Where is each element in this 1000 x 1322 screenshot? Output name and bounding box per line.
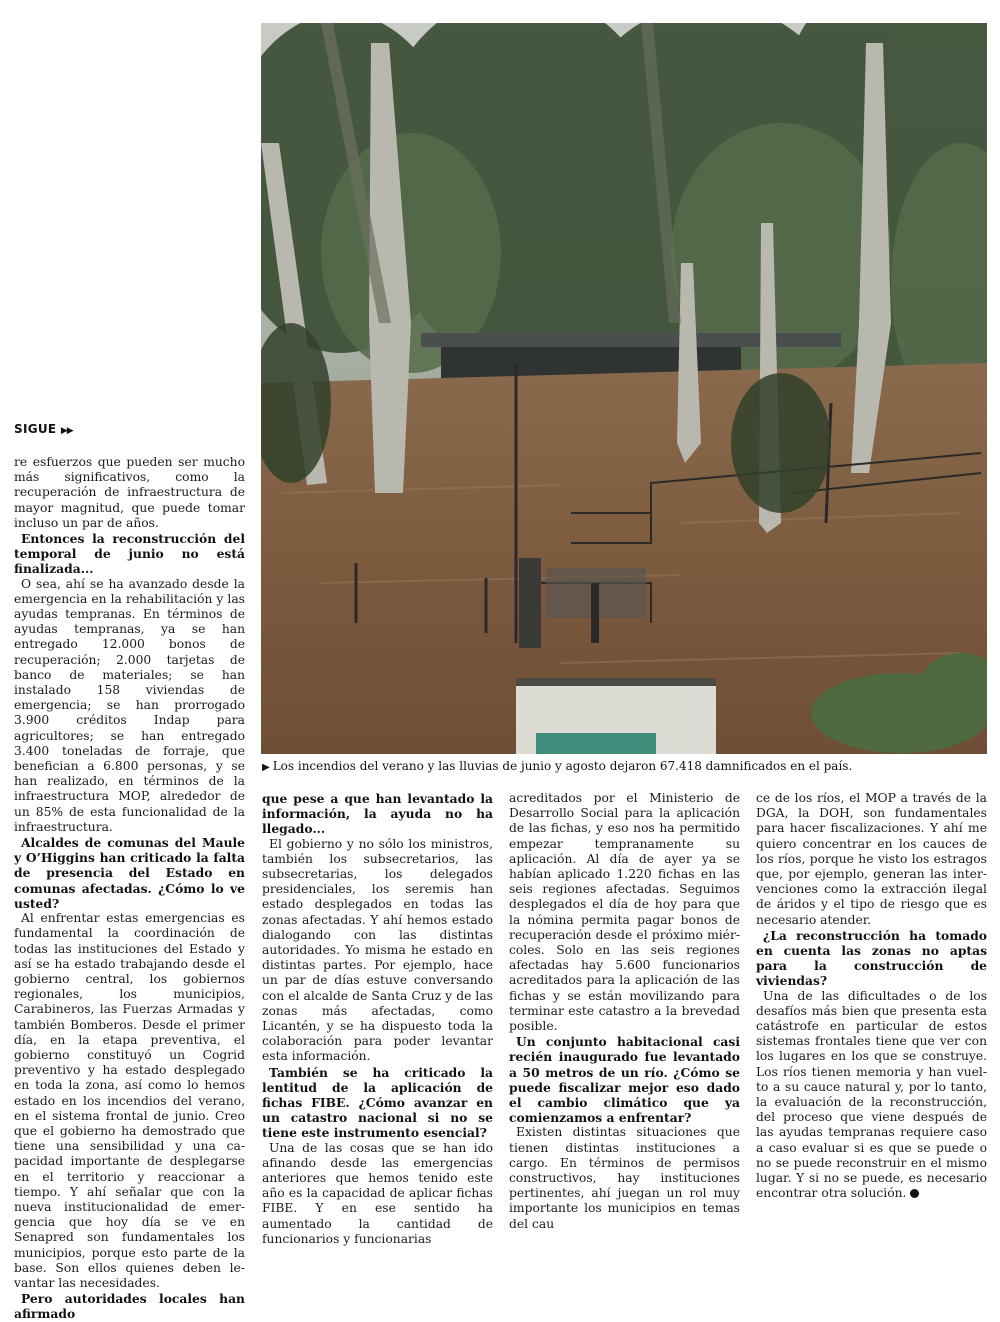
caption-arrow-icon: ▶ [262, 762, 270, 773]
interview-question: que pese a que han levantado la información, la ayuda no ha llegado... [262, 791, 493, 837]
sigue-arrows-icon: ▶▶ [60, 426, 73, 436]
end-mark-icon [910, 1189, 919, 1198]
answer-paragraph: ce de los ríos, el MOP a través de la DGA, la DOH, son fundamentales para hacer fiscalizaciones. Y ahí me quiero concentrar en los cauces de los ríos, porque he visto los estragos que, por ejemplo, generan las intervenciones como la extracción ilegal de áridos y el tipo de riesgo que es necesario atender. [756, 791, 987, 927]
interview-question: ¿La reconstrucción ha tomado en cuenta las zonas no aptas para la construcción de viviendas? [756, 927, 987, 989]
answer-paragraph: Al enfrentar estas emergencias es fundamental la coordinación de todas las instituciones del Estado y así se ha estado trabajando desde el gobierno central, los gobiernos regionales, los municipios, Carabineros, las Fuerzas Armadas y también Bomberos. Desde el primer día, en la etapa preventiva, el gobierno constituyó un Cogrid preventivo y ha estado desplegado en toda la zona, así como lo hemos estado en los incendios del verano, en el sistema frontal de junio. Creo que el gobierno ha demostrado que tiene una sensibilidad y una capacidad importante de desplegarse en el territorio y reaccionar a tiempo. Y ahí señalar que con la nueva institucionalidad de emergencia que hoy día se ve en Senapred son fundamentales los municipios, porque esto parte de la base. Son ellos quienes deben levantar las necesidades. [14, 911, 245, 1290]
interview-question: Un conjunto habitacional casi recién inaugurado fue levantado a 50 metros de un río. ¿Cómo se puede fiscalizar mejor eso dado el cambio climático que ya comienzamos a enfrentar? [509, 1034, 740, 1126]
flood-photo-illustration [261, 23, 987, 754]
interview-question: También se ha criticado la lentitud de la aplicación de fichas FIBE. ¿Cómo avanzar en un catastro nacional si no se tiene este instrumento esencial? [262, 1064, 493, 1141]
caption-text: Los incendios del verano y las lluvias de junio y agosto dejaron 67.418 damnificados en el país. [272, 759, 853, 773]
continuation-marker [14, 422, 73, 436]
photo-caption [262, 759, 852, 773]
article-column-3 [509, 791, 740, 1232]
interview-question: Pero autoridades locales han afirmado [14, 1291, 245, 1322]
article-column-2 [262, 791, 493, 1247]
answer-paragraph: El gobierno y no sólo los ministros, también los subsecretarios, las subsecretarias, los delegados presidenciales, los seremis han estado desplegados en todas las zonas afectadas. Y ahí hemos estado dialogando con las distintas autoridades. Yo misma he estado en distintas partes. Por ejemplo, hace un par de días estuve conversando con el alcalde de Santa Cruz y de las zonas más afectadas, como Licantén, y se ha dispuesto toda la colaboración para poder levantar esta información. [262, 836, 493, 1064]
sigue-label: SIGUE [14, 422, 57, 436]
interview-question: Alcaldes de comunas del Maule y O’Higgins han criticado la falta de presencia del Estado en comunas afectadas. ¿Cómo lo ve usted? [14, 835, 245, 911]
answer-paragraph: O sea, ahí se ha avanzado desde la emergencia en la rehabilitación y las ayudas tempranas. En términos de ayudas tempranas, ya se han entregado 12.000 bonos de recuperación; 2.000 tarjetas de banco de materiales; se han instalado 158 viviendas de emergencia; se han prorrogado 3.900 créditos Indap para agricultores; se han entregado 3.400 toneladas de forraje, que benefician a 6.800 personas, y se han realizado, en términos de la infraestructura MOP, alrededor de un 85% de esta funcionalidad de la infraestructura. [14, 576, 245, 834]
article-column-1 [14, 455, 245, 1322]
flood-photo [261, 23, 987, 754]
interview-question: Entonces la reconstrucción del temporal de junio no está finalizada... [14, 531, 245, 577]
answer-paragraph: Una de las cosas que se han ido afinando desde las emergencias anteriores que hemos tenido este año es la capacidad de aplicar fichas FIBE. Y en ese sentido ha aumentado la cantidad de funcionarios y funcionarias [262, 1140, 493, 1246]
answer-paragraph: Existen distintas situaciones que tienen distintas instituciones a cargo. En términos de permisos constructivos, hay instituciones pertinentes, ahí juegan un rol muy importante los municipios en temas del cau [509, 1125, 740, 1231]
article-column-4 [756, 791, 987, 1201]
answer-paragraph: Una de las dificultades o de los desafíos más bien que presenta esta catástrofe en particular de estos sistemas frontales tiene que ver con los lugares en los que se construye. Los ríos tienen memoria y han vuelto a su cauce natural y, por lo tanto, la evaluación de la reconstrucción, del proceso que viene después de las ayudas tempranas requiere caso a caso evaluar si es que se puede o no se puede reconstruir en el mismo lugar. Y si no se puede, es necesario encontrar otra solución. [756, 988, 987, 1201]
answer-paragraph: acreditados por el Ministerio de Desarrollo Social para la aplicación de las fichas, y eso nos ha permitido empezar tempranamente su aplicación. Al día de ayer ya se habían aplicado 1.220 fichas en las seis regiones afectadas. Seguimos desplegados el día de hoy para que la nómina permita pagar bonos de recuperación desde el próximo miércoles. Solo en las seis regiones afectadas hay 5.600 funcionarios acreditados para la aplicación de las fichas y se están movilizando para terminar este catastro a la brevedad posible. [509, 791, 740, 1034]
answer-paragraph: re esfuerzos que pueden ser mucho más significativos, como la recuperación de infraestructura de mayor magnitud, que puede tomar incluso un par de años. [14, 455, 245, 530]
